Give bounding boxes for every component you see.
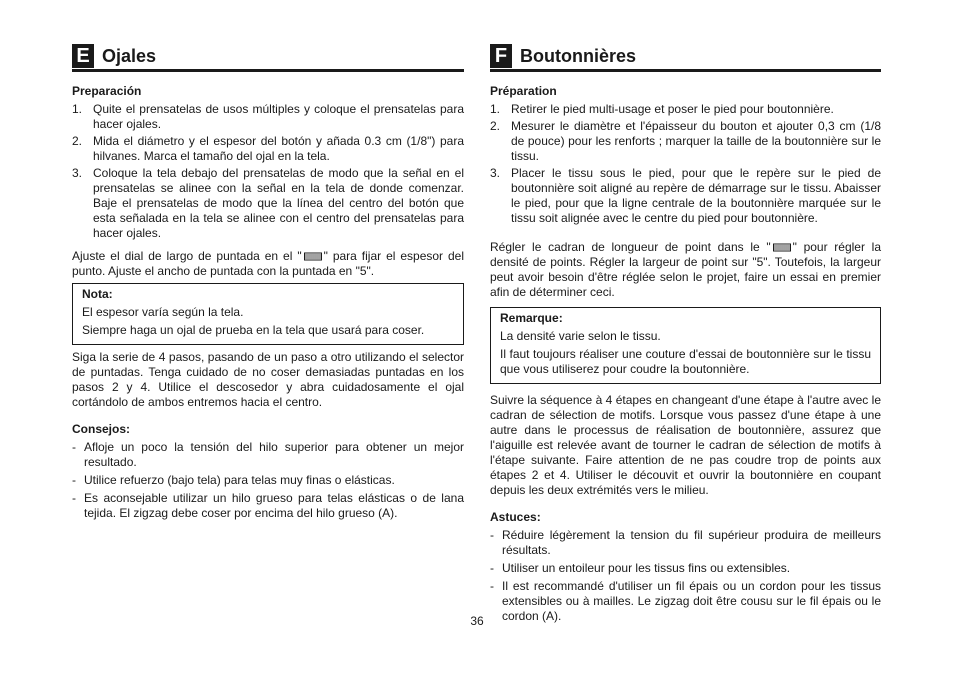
dial-text-before: Régler le cadran de longueur de point dans le " — [490, 240, 771, 254]
bullet-dash: - — [490, 579, 494, 593]
dial-text-after: " para fijar el espesor del punto. Ajuste el ancho de puntada con la puntada en "5". — [72, 249, 465, 278]
bullet-dash: - — [490, 528, 494, 542]
title-underline — [72, 69, 464, 72]
sequence-paragraph: Suivre la séquence à 4 étapes en changeant d'une étape à l'autre avec le cadran de sélection de motifs. Lorsque vous passez d'une étape à une autre dans le processus de réalisation de boutonnière, assurez que l'aiguille est relevée avant de tourner le cadran de sélection de motifs à l'étape suivante. Faire attention de ne pas coudre trop de points aux étapes 2 et 4. Utiliser le découvit et ouvrir la boutonnière en coupant depuis les deux extrémités vers le milieu. — [490, 393, 881, 497]
note-title: Remarque: — [500, 311, 563, 325]
section-letter-badge: F — [490, 44, 512, 68]
note-title: Nota: — [82, 287, 113, 301]
step-number: 2. — [72, 134, 83, 148]
step-text: Placer le tissu sous le pied, pour que le repère sur le pied de boutonnière soit aligné au repère de démarrage sur le tissu. Abaisser le pied, pour que la ligne centrale de la boutonnière marquée sur le tissu soit alignée avec le centre du pied pour boutonnière. — [511, 166, 881, 225]
bullet-dash: - — [72, 440, 76, 454]
tip-text: Afloje un poco la tensión del hilo superior para obtener un mejor resultado. — [84, 440, 464, 469]
step-text: Retirer le pied multi-usage et poser le pied pour boutonnière. — [511, 102, 834, 116]
tips-list — [72, 440, 464, 521]
page-number: 36 — [470, 614, 484, 628]
buttonhole-stitch-icon — [304, 252, 322, 261]
bullet-dash: - — [72, 473, 76, 487]
section-spanish — [72, 44, 464, 524]
tip-item — [72, 473, 464, 488]
tip-text: Il est recommandé d'utiliser un fil épais ou un cordon pour les tissus extensibles ou à mailles. Le zigzag doit être cousu sur le fil épais ou le cordon (A). — [502, 579, 881, 623]
preparation-heading: Preparación — [72, 84, 142, 98]
note-line: Il faut toujours réaliser une couture d'essai de boutonnière sur le tissu que vous utiliserez pour coudre la boutonnière. — [500, 347, 871, 376]
tips-heading: Consejos: — [72, 422, 131, 436]
preparation-heading: Préparation — [490, 84, 557, 98]
note-line: Siempre haga un ojal de prueba en la tela que usará para coser. — [82, 323, 425, 337]
section-french — [490, 44, 881, 627]
step-item — [490, 119, 881, 164]
stitch-length-paragraph — [72, 249, 464, 279]
tip-text: Réduire légèrement la tension du fil supérieur produira de meilleurs résultats. — [502, 528, 881, 557]
tip-item — [490, 561, 881, 576]
note-line: La densité varie selon le tissu. — [500, 329, 661, 343]
stitch-length-paragraph — [490, 240, 881, 300]
step-item — [72, 134, 464, 164]
preparation-steps — [72, 102, 464, 241]
tip-text: Es aconsejable utilizar un hilo grueso para telas elásticas o de lana tejida. El zigzag debe coser por encima del hilo grueso (A). — [84, 491, 464, 520]
note-box — [72, 283, 464, 345]
tip-text: Utilice refuerzo (bajo tela) para telas muy finas o elásticas. — [84, 473, 395, 487]
title-underline — [490, 69, 881, 72]
note-box — [490, 307, 881, 384]
section-title: Boutonnières — [520, 46, 637, 66]
step-number: 1. — [490, 102, 501, 116]
step-item — [490, 166, 881, 226]
step-text: Quite el prensatelas de usos múltiples y coloque el prensatelas para hacer ojales. — [93, 102, 464, 131]
tip-item — [72, 491, 464, 521]
section-letter-badge: E — [72, 44, 94, 68]
section-title: Ojales — [102, 46, 157, 66]
step-number: 1. — [72, 102, 83, 116]
dial-text-after: " pour régler la densité de points. Régler la largeur de point sur "5". Toutefois, la largeur peut avoir besoin d'être réglée selon le projet, faire un essai en premier afin de déterminer ceci. — [490, 240, 881, 299]
buttonhole-stitch-icon — [773, 243, 791, 252]
bullet-dash: - — [72, 491, 76, 505]
preparation-steps — [490, 102, 881, 226]
step-number: 3. — [490, 166, 501, 180]
step-item — [72, 166, 464, 241]
step-text: Mesurer le diamètre et l'épaisseur du bouton et ajouter 0,3 cm (1/8 de pouce) pour les renforts ; marquer la taille de la boutonnière sur le tissu. — [511, 119, 881, 163]
step-text: Mida el diámetro y el espesor del botón y añada 0.3 cm (1/8") para hilvanes. Marca el tamaño del ojal en la tela. — [93, 134, 464, 163]
tips-list — [490, 528, 881, 624]
sequence-paragraph: Siga la serie de 4 pasos, pasando de un paso a otro utilizando el selector de puntadas. Tenga cuidado de no coser demasiadas puntadas en los pasos 2 y 4. Utilice el descosedor y abra cuidadosamente el ojal cortándolo de ambos entremos hacia el centro. — [72, 350, 464, 409]
note-line: El espesor varía según la tela. — [82, 305, 244, 319]
section-header — [490, 44, 881, 68]
tip-text: Utiliser un entoileur pour les tissus fins ou extensibles. — [502, 561, 791, 575]
step-item — [490, 102, 881, 117]
bullet-dash: - — [490, 561, 494, 575]
tip-item — [490, 528, 881, 558]
tip-item — [72, 440, 464, 470]
section-header — [72, 44, 464, 68]
tips-heading: Astuces: — [490, 510, 541, 524]
step-text: Coloque la tela debajo del prensatelas de modo que la señal en el prensatelas se alinee con la señal en la tela de donde comenzar. Baje el prensatelas de modo que la línea del centro del botón que esta señalada en la tela se alinee con el centro del prensatelas para hacer ojales. — [93, 166, 464, 240]
step-number: 3. — [72, 166, 83, 180]
dial-text-before: Ajuste el dial de largo de puntada en el " — [72, 249, 302, 263]
step-item — [72, 102, 464, 132]
step-number: 2. — [490, 119, 501, 133]
